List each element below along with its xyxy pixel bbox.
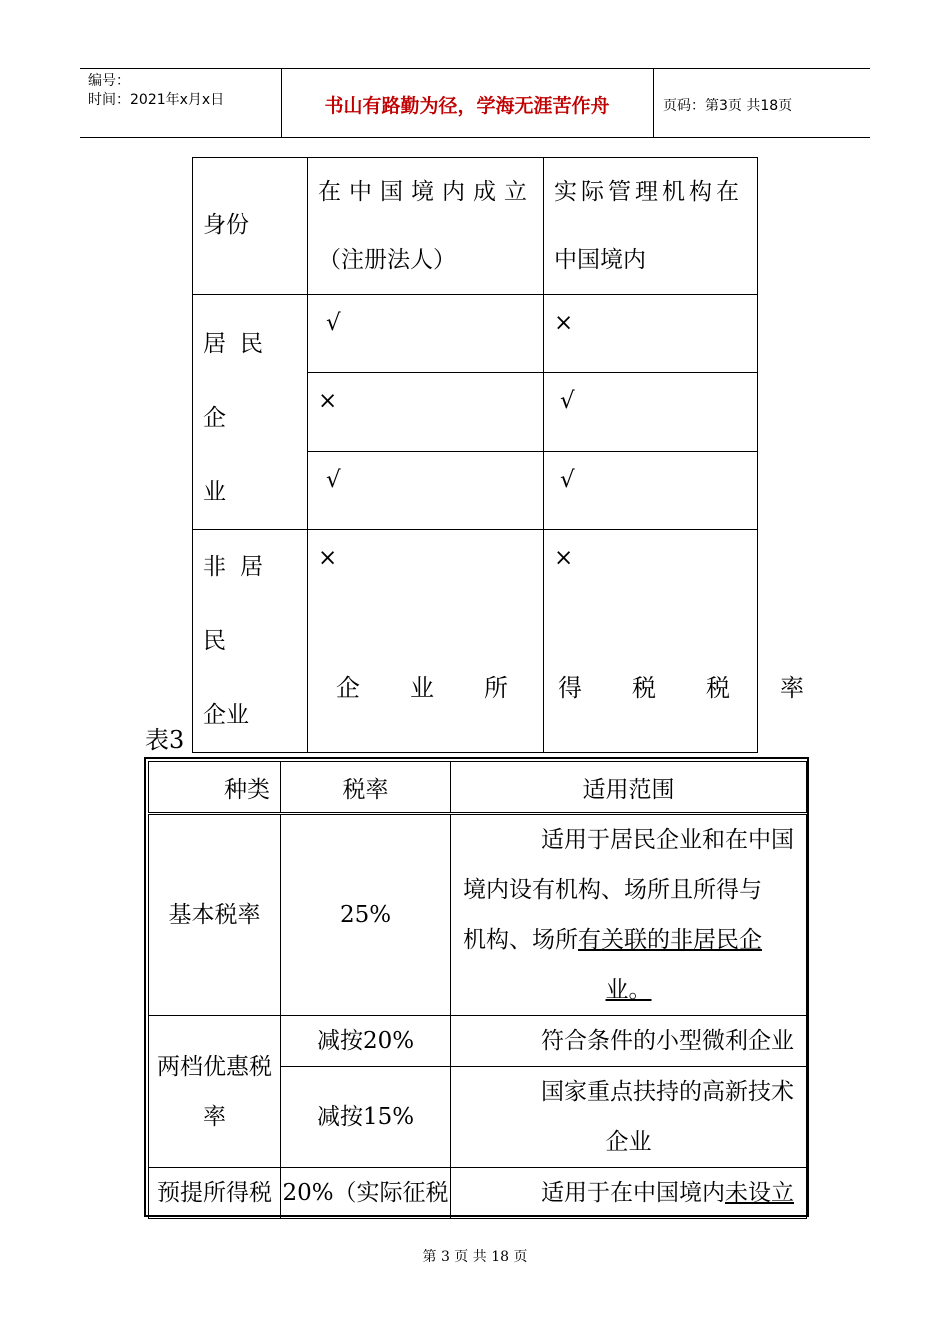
basic-scope — [451, 814, 807, 1016]
rate-table — [148, 761, 807, 1219]
preferential-kind-line2: 率 — [203, 1103, 226, 1130]
nonresident-row — [193, 530, 758, 753]
rate-header-rate: 税率 — [281, 762, 451, 814]
nonresident-label-line2: 企业 — [203, 702, 249, 728]
resident-1-management: × — [544, 295, 758, 373]
resident-2-management: √ — [544, 373, 758, 451]
nonresident-label-line1: 非居民 — [203, 554, 277, 654]
nonresident-label-cell — [193, 530, 308, 753]
identity-header-col2-line2: （注册法人） — [318, 247, 456, 273]
nonresident-registered: × — [308, 530, 544, 753]
nonresident-management: × — [544, 530, 758, 753]
withholding-kind: 预提所得税 — [149, 1168, 281, 1219]
header-meta — [88, 72, 224, 110]
page-header — [80, 68, 870, 138]
basic-scope-line3 — [463, 915, 794, 965]
identity-header-row — [193, 158, 758, 295]
rate-header-scope: 适用范围 — [451, 762, 807, 814]
rate-table-number: 表3 — [145, 726, 185, 754]
basic-scope-line4 — [463, 965, 794, 1015]
preferential-kind-line1: 两档优惠税 — [157, 1053, 272, 1080]
identity-table — [192, 157, 758, 753]
preferential-rate-2: 减按15% — [281, 1067, 451, 1168]
number-label: 编号： — [88, 73, 130, 89]
preferential-kind — [149, 1016, 281, 1168]
preferential-scope-1: 符合条件的小型微利企业 — [451, 1016, 807, 1067]
basic-scope-line4-underlined: 业。 — [605, 977, 652, 1003]
resident-3-registered: √ — [308, 451, 544, 529]
resident-label-cell — [193, 295, 308, 530]
rate-table-caption: 企业所得税税率 — [336, 674, 854, 702]
identity-header-col1 — [193, 158, 308, 295]
preferential-scope-2 — [451, 1067, 807, 1168]
basic-rate: 25% — [281, 814, 451, 1016]
basic-kind: 基本税率 — [149, 814, 281, 1016]
withholding-scope — [451, 1168, 807, 1219]
page-footer: 第 3 页 共 18 页 — [422, 1249, 528, 1265]
withholding-rate: 20%（实际征税 — [281, 1168, 451, 1219]
withholding-scope-underlined: 未设立 — [725, 1180, 794, 1206]
basic-rate-row — [149, 814, 807, 1016]
resident-2-registered: × — [308, 373, 544, 451]
identity-header-col3-line2: 中国境内 — [554, 247, 646, 273]
basic-scope-line2: 境内设有机构、场所且所得与 — [463, 877, 762, 903]
preferential-row-1 — [149, 1016, 807, 1067]
preferential-scope-2-line1: 国家重点扶持的高新技术 — [541, 1079, 794, 1105]
basic-scope-line1: 适用于居民企业和在中国 — [541, 827, 794, 853]
header-divider — [653, 69, 654, 137]
identity-header-col3-line1: 实际管理机构在 — [554, 179, 743, 205]
basic-scope-line3-plain: 机构、场所 — [463, 927, 578, 953]
resident-label-line1: 居民企 — [203, 331, 277, 431]
rate-table-frame — [144, 757, 809, 1217]
withholding-row — [149, 1168, 807, 1219]
preferential-rate-1: 减按20% — [281, 1016, 451, 1067]
identity-header-col3 — [544, 158, 758, 295]
rate-header-row — [149, 762, 807, 814]
withholding-scope-plain: 适用于在中国境内 — [541, 1180, 725, 1206]
page-code: 页码：第3页 共18页 — [663, 98, 793, 114]
resident-label-line2: 业 — [203, 479, 226, 505]
resident-row-1 — [193, 295, 758, 373]
preferential-scope-2-line2: 企业 — [605, 1129, 652, 1155]
time-label: 时间：2021年x月x日 — [88, 92, 225, 108]
rate-header-kind — [149, 762, 281, 814]
identity-header-col2-line1: 在中国境内成立 — [318, 179, 535, 205]
resident-3-management: √ — [544, 451, 758, 529]
rate-header-kind-label: 种类 — [224, 776, 270, 803]
resident-1-registered: √ — [308, 295, 544, 373]
basic-scope-line3-underlined: 有关联的非居民企 — [578, 927, 762, 953]
identity-header-label: 身份 — [203, 212, 249, 238]
identity-header-col2 — [308, 158, 544, 295]
header-motto: 书山有路勤为径，学海无涯苦作舟 — [324, 95, 610, 117]
